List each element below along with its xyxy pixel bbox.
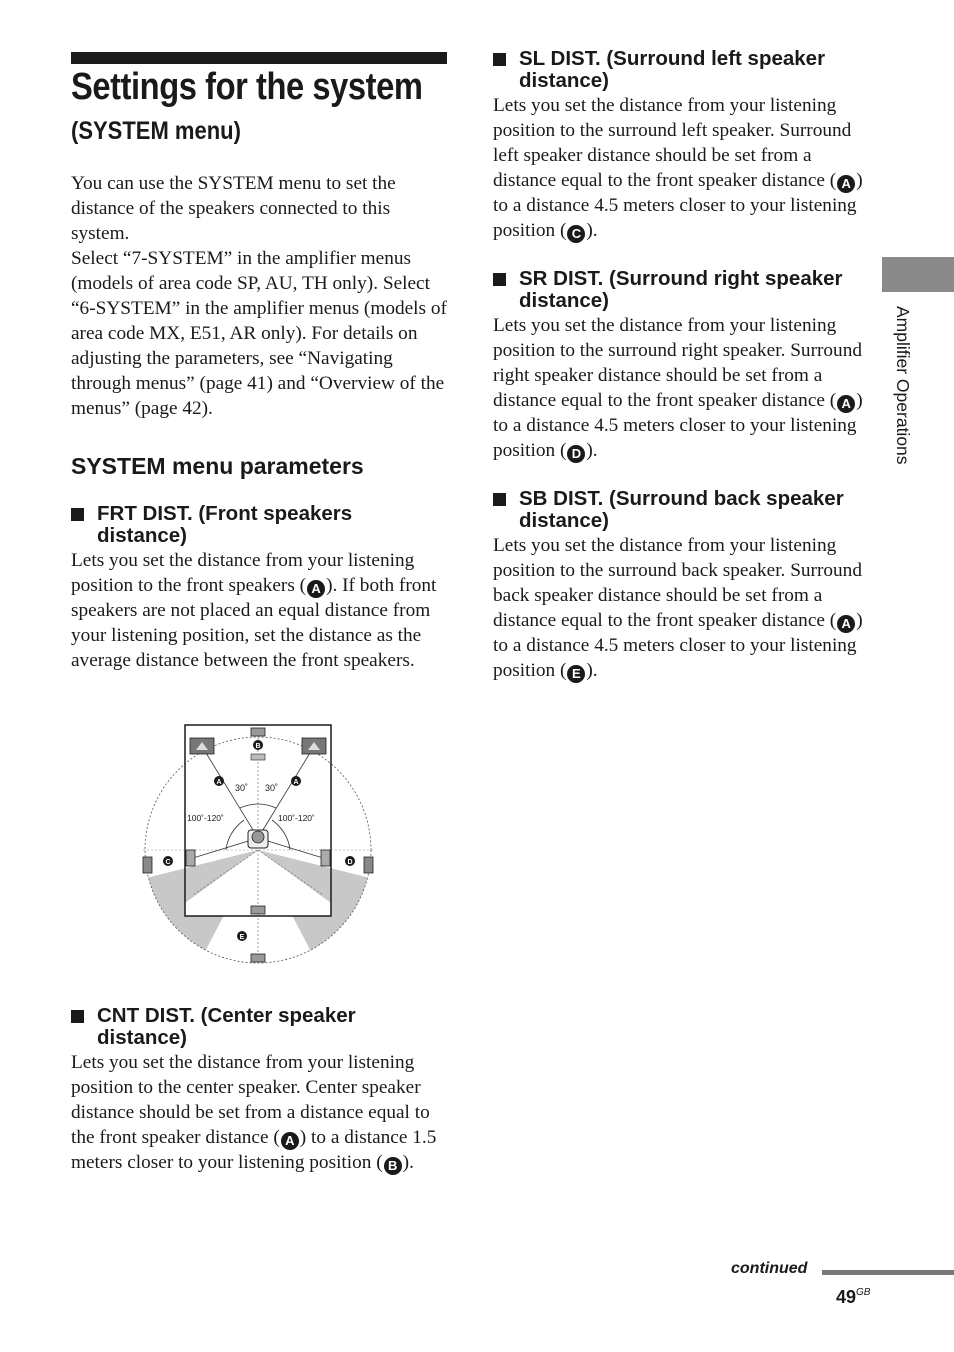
sb-text-b: ) to a distance 4.5 meters closer to your listening position ( (493, 610, 863, 681)
square-bullet-icon (493, 493, 506, 506)
title-rule (71, 52, 447, 64)
marker-a-right-label: A (293, 779, 299, 786)
sb-dist-heading-text: SB DIST. (Surround back speaker distance) (519, 487, 844, 532)
speaker-layout-diagram (138, 720, 378, 965)
cnt-dist-text (71, 1050, 447, 1175)
frt-dist-text (71, 548, 447, 673)
sl-dist-heading (493, 48, 869, 92)
page-title: Settings for the system (71, 66, 423, 108)
marker-a-right (291, 776, 301, 786)
angle-front-right-label: 30˚ (265, 783, 279, 793)
square-bullet-icon (493, 53, 506, 66)
sl-text-b: ) to a distance 4.5 meters closer to your listening position ( (493, 170, 863, 241)
cnt-dist-heading (71, 1005, 447, 1049)
frt-dist-heading-text: FRT DIST. (Front speakers distance) (97, 502, 353, 547)
sr-text-b: ) to a distance 4.5 meters closer to your listening position ( (493, 390, 863, 461)
square-bullet-icon (71, 1010, 84, 1023)
side-tab-label: Amplifier Operations (893, 306, 913, 465)
angle-side-left-label: 100˚-120˚ (187, 813, 224, 823)
sl-dist-heading-text: SL DIST. (Surround left speaker distance) (519, 47, 826, 92)
sl-text-c: ). (586, 220, 598, 241)
sl-text-a: Lets you set the distance from your listening position to the surround left speaker. Surround left speaker distance should be set from a distance equal to the front speaker distance ( (493, 95, 852, 191)
front-left-speaker-icon (190, 738, 214, 754)
square-bullet-icon (71, 508, 84, 521)
marker-a-icon: A (837, 615, 855, 633)
marker-c-icon: C (567, 225, 585, 243)
marker-e-icon: E (567, 665, 585, 683)
cnt-text-a: Lets you set the distance from your listening position to the center speaker. Center speaker distance should be set from a distance equal to the front speaker distance ( (71, 1052, 430, 1148)
page-number-suffix: GB (856, 1287, 871, 1298)
page-number-value: 49 (836, 1287, 857, 1307)
angle-front-left-label: 30˚ (235, 783, 249, 793)
marker-d (345, 856, 355, 866)
cnt-text-c: ). (402, 1152, 414, 1173)
marker-d-icon: D (567, 445, 585, 463)
front-right-speaker-icon (302, 738, 326, 754)
marker-a-icon: A (281, 1132, 299, 1150)
cnt-dist-heading-text: CNT DIST. (Center speaker distance) (97, 1004, 356, 1049)
marker-b (253, 740, 263, 750)
sr-dist-heading (493, 268, 869, 312)
frt-text-b: ). If both front speakers are not placed an equal distance from your listening position, set the distance as the average distance between the front speakers. (71, 575, 437, 671)
sr-dist-heading-text: SR DIST. (Surround right speaker distance) (519, 267, 843, 312)
marker-a-icon: A (837, 175, 855, 193)
angle-side-right-label: 100˚-120˚ (278, 813, 315, 823)
marker-c-label: C (165, 859, 171, 866)
intro-paragraph-2: Select “7-SYSTEM” in the amplifier menus (models of area code SP, AU, TH only). Select “6-SYSTEM” in the amplifier menus (models of area code MX, E51, AR only). For details on adjusting the parameters, see “Navigating through menus” (page 41) and “Overview of the menus” (page 42). (71, 248, 447, 419)
section-heading: SYSTEM menu parameters (71, 453, 364, 479)
intro-paragraph-1: You can use the SYSTEM menu to set the distance of the speakers connected to this system. (71, 173, 396, 244)
cnt-text-b: ) to a distance 1.5 meters closer to your listening position ( (71, 1127, 437, 1173)
sb-dist-heading (493, 488, 869, 532)
sl-dist-text (493, 93, 869, 243)
sb-text-a: Lets you set the distance from your listening position to the surround back speaker. Surround back speaker distance should be set from a distance equal to the front speaker distance ( (493, 535, 862, 631)
marker-e (237, 931, 247, 941)
sb-text-c: ). (586, 660, 598, 681)
sb-dist-text (493, 533, 869, 683)
section-tab-marker (882, 257, 954, 292)
marker-a-icon: A (837, 395, 855, 413)
marker-a-left-label: A (216, 779, 222, 786)
page-number (836, 1282, 870, 1308)
marker-d-label: D (347, 859, 353, 866)
marker-e-label: E (239, 934, 245, 941)
page-subtitle: (SYSTEM menu) (71, 117, 241, 145)
marker-a-left (214, 776, 224, 786)
continued-bar (822, 1270, 954, 1275)
frt-text-a: Lets you set the distance from your listening position to the front speakers ( (71, 550, 415, 596)
marker-b-label: B (255, 743, 261, 750)
marker-c (163, 856, 173, 866)
frt-dist-heading (71, 503, 447, 547)
sr-dist-text (493, 313, 869, 463)
listener-icon (248, 830, 268, 848)
sr-text-a: Lets you set the distance from your listening position to the surround right speaker. Surround right speaker distance should be set from a distance equal to the front speaker distance ( (493, 315, 862, 411)
square-bullet-icon (493, 273, 506, 286)
marker-b-icon: B (384, 1157, 402, 1175)
continued-label: continued (731, 1260, 808, 1277)
sr-text-c: ). (586, 440, 598, 461)
marker-a-icon: A (307, 580, 325, 598)
